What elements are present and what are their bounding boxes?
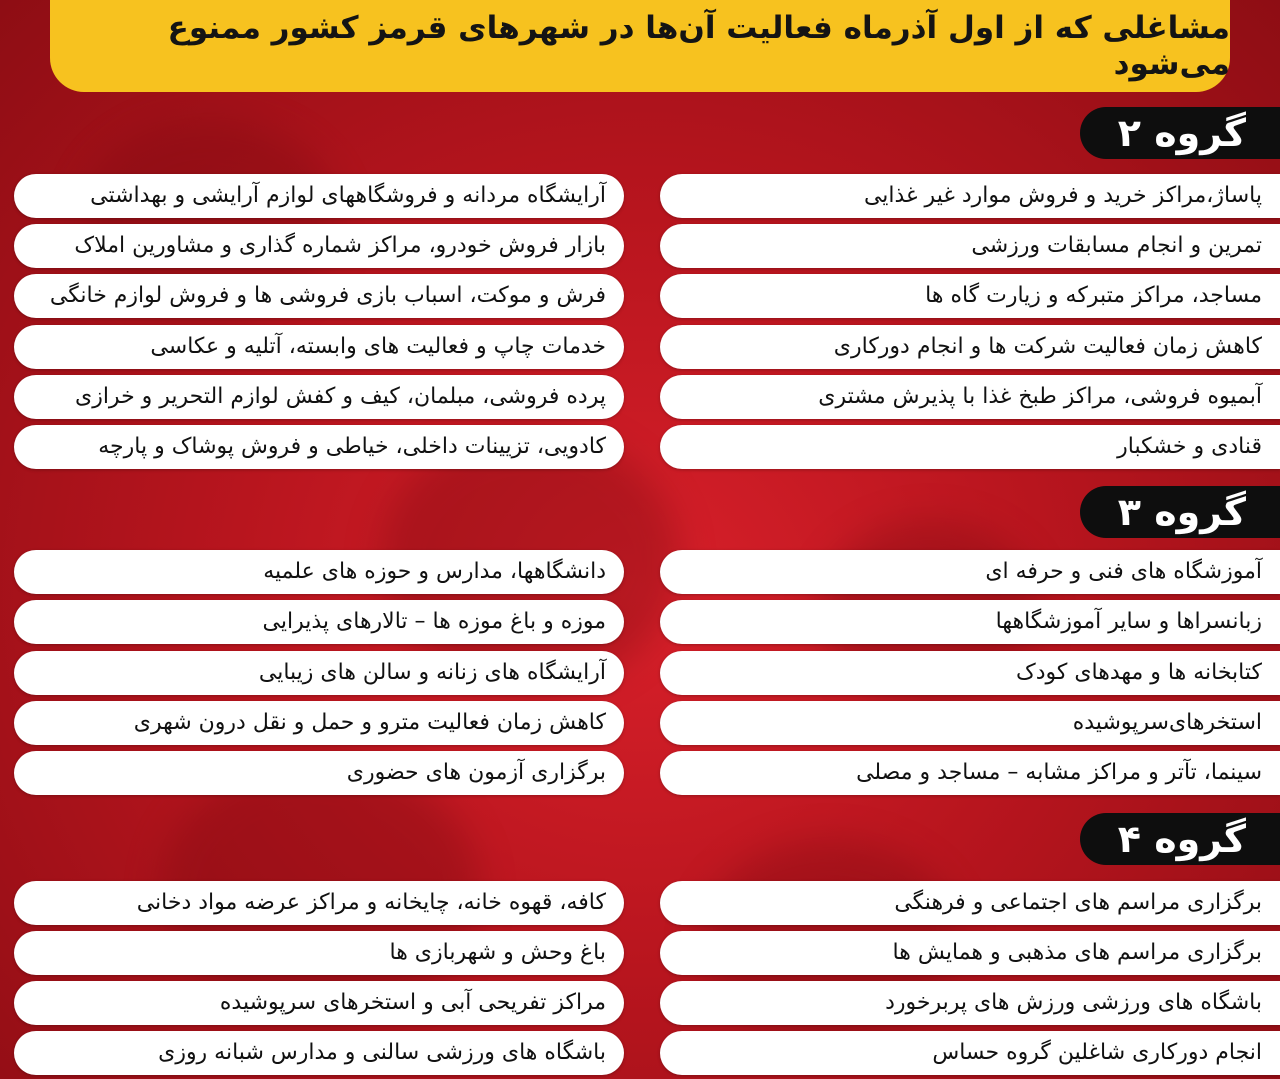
group-3-item: برگزاری آزمون های حضوری bbox=[14, 751, 624, 795]
group-2-item: مساجد، مراکز متبرکه و زیارت گاه ها bbox=[660, 274, 1280, 318]
group-4-item: مراکز تفریحی آبی و استخرهای سرپوشیده bbox=[14, 981, 624, 1025]
group-2-item: پرده فروشی، مبلمان، کیف و کفش لوازم التحریر و خرازی bbox=[14, 375, 624, 419]
group-3-label: گروه ۳ bbox=[1080, 486, 1280, 538]
group-4-item: کافه، قهوه خانه، چایخانه و مراکز عرضه مواد دخانی bbox=[14, 881, 624, 925]
page-title: مشاغلی که از اول آذرماه فعالیت آن‌ها در شهرهای قرمز کشور ممنوع می‌شود bbox=[50, 0, 1230, 92]
group-2-item: خدمات چاپ و فعالیت های وابسته، آتلیه و عکاسی bbox=[14, 325, 624, 369]
group-4-label: گروه ۴ bbox=[1080, 813, 1280, 865]
group-4-item: برگزاری مراسم های مذهبی و همایش ها bbox=[660, 931, 1280, 975]
group-4-item: باغ وحش و شهربازی ها bbox=[14, 931, 624, 975]
group-3-item: کاهش زمان فعالیت مترو و حمل و نقل درون شهری bbox=[14, 701, 624, 745]
group-3-item: آموزشگاه های فنی و حرفه ای bbox=[660, 550, 1280, 594]
group-3-item: کتابخانه ها و مهدهای کودک bbox=[660, 651, 1280, 695]
group-2-label: گروه ۲ bbox=[1080, 107, 1280, 159]
group-2-item: آبمیوه فروشی، مراکز طبخ غذا با پذیرش مشتری bbox=[660, 375, 1280, 419]
group-3-item: دانشگاهها، مدارس و حوزه های علمیه bbox=[14, 550, 624, 594]
group-4-item: انجام دورکاری شاغلین گروه حساس bbox=[660, 1031, 1280, 1075]
group-2-item: پاساژ،مراکز خرید و فروش موارد غیر غذایی bbox=[660, 174, 1280, 218]
group-3-item: آرایشگاه های زنانه و سالن های زیبایی bbox=[14, 651, 624, 695]
group-4-item: باشگاه های ورزشی سالنی و مدارس شبانه روزی bbox=[14, 1031, 624, 1075]
group-2-item: تمرین و انجام مسابقات ورزشی bbox=[660, 224, 1280, 268]
group-2-item: فرش و موکت، اسباب بازی فروشی ها و فروش لوازم خانگی bbox=[14, 274, 624, 318]
group-4-item: برگزاری مراسم های اجتماعی و فرهنگی bbox=[660, 881, 1280, 925]
group-2-item: کادویی، تزیینات داخلی، خیاطی و فروش پوشاک و پارچه bbox=[14, 425, 624, 469]
group-4-item: باشگاه های ورزشی ورزش های پربرخورد bbox=[660, 981, 1280, 1025]
group-2-item: آرایشگاه مردانه و فروشگاههای لوازم آرایشی و بهداشتی bbox=[14, 174, 624, 218]
group-3-item: زبانسراها و سایر آموزشگاهها bbox=[660, 600, 1280, 644]
group-2-item: کاهش زمان فعالیت شرکت ها و انجام دورکاری bbox=[660, 325, 1280, 369]
group-2-item: قنادی و خشکبار bbox=[660, 425, 1280, 469]
group-3-item: موزه و باغ موزه ها – تالارهای پذیرایی bbox=[14, 600, 624, 644]
group-2-item: بازار فروش خودرو، مراکز شماره گذاری و مشاورین املاک bbox=[14, 224, 624, 268]
group-3-item: استخرهای‌سرپوشیده bbox=[660, 701, 1280, 745]
group-3-item: سینما، تآتر و مراکز مشابه – مساجد و مصلی bbox=[660, 751, 1280, 795]
